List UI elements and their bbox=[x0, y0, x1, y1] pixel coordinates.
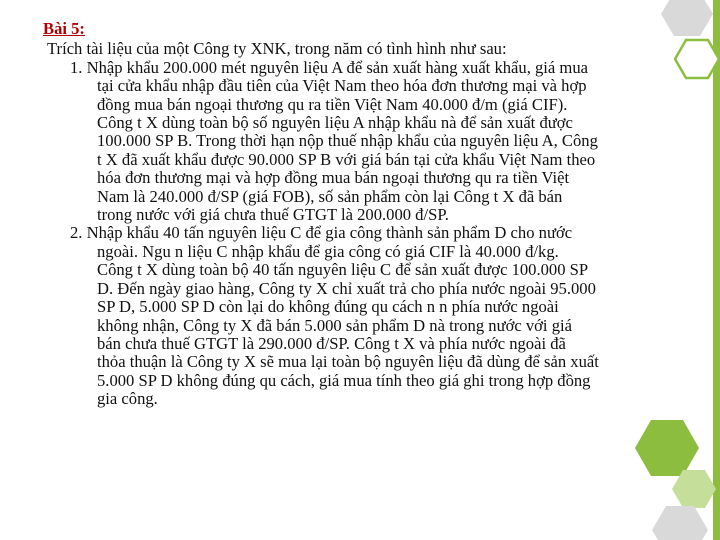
item-line: D. Đến ngày giao hàng, Công ty X chỉ xuất trả cho phía nước ngoài 95.000 bbox=[97, 278, 596, 298]
item-line: bán chưa thuế GTGT là 290.000 đ/SP. Công t X và phía nước ngoài đã bbox=[97, 333, 566, 353]
exercise-item-2 bbox=[0, 224, 720, 408]
item-line: tại cửa khẩu nhập đầu tiên của Việt Nam theo hóa đơn thương mại và hợp bbox=[97, 76, 587, 96]
item-line: 2. Nhập khẩu 40 tấn nguyên liệu C để gia công thành sản phẩm D cho nước bbox=[70, 223, 573, 243]
exercise-item-1 bbox=[0, 59, 720, 225]
item-line: 100.000 SP B. Trong thời hạn nộp thuế nhập khẩu của nguyên liệu A, Công bbox=[97, 131, 598, 151]
hexagon-decoration bbox=[635, 420, 699, 476]
item-line: hóa đơn thương mại và hợp đồng mua bán ngoại thương qu ra tiền Việt bbox=[97, 168, 570, 188]
item-line: không nhận, Công ty X đã bán 5.000 sản phẩm D nà trong nước với giá bbox=[97, 315, 572, 335]
hexagon-decoration bbox=[652, 506, 708, 540]
item-line: gia công. bbox=[97, 389, 158, 409]
item-line: thỏa thuận là Công ty X sẽ mua lại toàn bộ nguyên liệu đã dùng để sản xuất bbox=[97, 352, 599, 372]
hexagon-decoration bbox=[661, 0, 713, 36]
item-line: t X đã xuất khẩu được 90.000 SP B với giá bán tại cửa khẩu Việt Nam theo bbox=[97, 149, 596, 169]
item-line: Nam là 240.000 đ/SP (giá FOB), số sản phẩm còn lại Công t X đã bán bbox=[97, 186, 563, 206]
item-line: ngoài. Ngu n liệu C nhập khẩu để gia công có giá CIF là 40.000 đ/kg. bbox=[97, 241, 559, 261]
exercise-intro: Trích tài liệu của một Công ty XNK, trong năm có tình hình như sau: bbox=[47, 39, 507, 59]
exercise-title: Bài 5: bbox=[43, 19, 85, 38]
item-line: 5.000 SP D không đúng qu cách, giá mua tính theo giá ghi trong hợp đồng bbox=[97, 370, 591, 390]
item-line: 1. Nhập khẩu 200.000 mét nguyên liệu A để sản xuất hàng xuất khẩu, giá mua bbox=[70, 57, 588, 77]
item-line: Công t X dùng toàn bộ 40 tấn nguyên liệu C để sản xuất được 100.000 SP bbox=[97, 260, 589, 280]
item-line: Công t X dùng toàn bộ số nguyên liệu A nhập khẩu nà để sản xuất được bbox=[97, 113, 573, 133]
exercise-content bbox=[43, 20, 643, 409]
item-line: SP D, 5.000 SP D còn lại do không đúng qu cách n n phía nước ngoài bbox=[97, 297, 559, 317]
item-line: trong nước với giá chưa thuế GTGT là 200.000 đ/SP. bbox=[97, 205, 449, 225]
item-line: đồng mua bán ngoại thương qu ra tiền Việt Nam 40.000 đ/m (giá CIF). bbox=[97, 94, 568, 114]
